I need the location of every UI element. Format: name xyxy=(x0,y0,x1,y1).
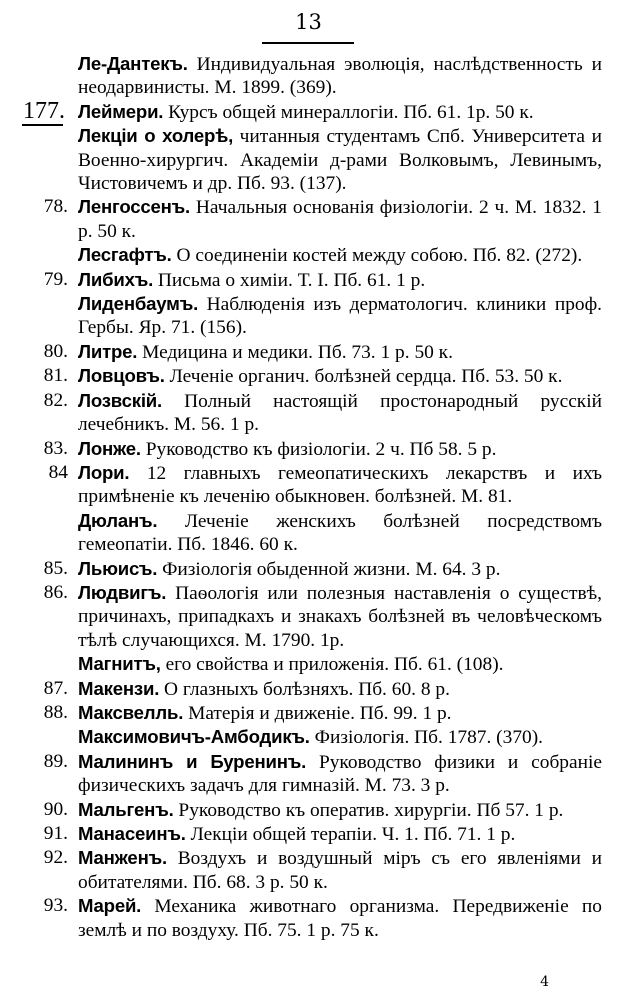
entry-number: 81. xyxy=(43,365,68,387)
entry-text: Физіологія. Пб. 1787. (370). xyxy=(314,727,544,749)
entry-author: Ловцовъ. xyxy=(78,365,165,387)
entry-author: Людвигъ. xyxy=(78,581,167,603)
entry-author: Магнитъ, xyxy=(78,653,161,675)
entry-number: 82. xyxy=(43,389,68,411)
entry-number: 89. xyxy=(43,750,68,772)
entry-author: Лесгафтъ. xyxy=(78,244,172,266)
entry xyxy=(22,268,602,292)
entry-author: Лори. xyxy=(78,461,130,483)
entry-number: 86. xyxy=(43,581,68,603)
entry xyxy=(22,195,602,243)
entry-text: Индивидуальная эволюція, наслѣдственность и неодарвинисты. М. 1899. (369). xyxy=(78,54,602,99)
entry-number: 85. xyxy=(43,557,68,579)
entry-author: Максимовичъ-Амбодикъ. xyxy=(78,726,310,748)
entry-number: 90. xyxy=(43,798,68,820)
entry-number: 93. xyxy=(43,895,68,917)
entry-author: Лекціи о холерѣ, xyxy=(78,125,234,147)
entry xyxy=(22,798,602,822)
entry xyxy=(22,677,602,701)
entry-text: Паѳологія или полезныя наставленія о существѣ, причинахъ, припадкахъ и знакахъ болѣзней въ человѣческомъ тѣлѣ случающихся. М. 1790. 1р. xyxy=(78,582,602,651)
entry xyxy=(22,822,602,846)
entry-text: Механика животнаго организма. Передвиженіе по землѣ и по воздуху. Пб. 75. 1 р. 75 к. xyxy=(78,896,602,941)
header-rule xyxy=(262,42,354,44)
entry-text: Курсъ общей минераллогіи. Пб. 61. 1р. 50 к. xyxy=(168,101,534,123)
entry xyxy=(22,557,602,581)
entry-number: 83. xyxy=(43,437,68,459)
entry-text: Полный настоящій простонародный русскій лечебникъ. М. 56. 1 р. xyxy=(78,390,602,436)
entry-number: 84 xyxy=(48,461,68,483)
page-number: 13 xyxy=(295,10,322,34)
entry xyxy=(22,509,602,557)
entry-author: Дюланъ. xyxy=(78,509,158,531)
signature-mark: 4 xyxy=(540,974,549,990)
entry-number: 88. xyxy=(43,701,68,723)
entry-text: его свойства и приложенія. Пб. 61. (108). xyxy=(165,654,504,676)
entry-author: Литре. xyxy=(78,340,138,362)
entry-text: Руководство къ физіологіи. 2 ч. Пб 58. 5 р. xyxy=(145,438,497,460)
entry-number: 91. xyxy=(43,823,68,844)
entry-author: Лиденбаумъ. xyxy=(78,293,199,315)
entry-text: Леченіе органич. болѣзней сердца. Пб. 53. 50 к. xyxy=(169,366,563,388)
entry-author: Макензи. xyxy=(78,677,160,699)
entry-author: Манасеинъ. xyxy=(78,823,186,844)
entry-text: Письма о химіи. Т. I. Пб. 61. 1 р. xyxy=(157,269,426,291)
entry-text: О соединеніи костей между собою. Пб. 82. (272). xyxy=(176,245,583,267)
entry xyxy=(22,340,602,364)
entry-number: 177. xyxy=(19,100,65,123)
entry-author: Марей. xyxy=(78,895,142,917)
entry-author: Лозвскій. xyxy=(78,389,162,411)
entry-number: 79. xyxy=(43,268,68,290)
entry-text: Руководство къ оператив. хирургіи. Пб 57. 1 р. xyxy=(178,799,564,821)
entry-author: Малининъ и Буренинъ. xyxy=(78,750,307,772)
entry-text: Воздухъ и воздушный міръ съ его явленіями и обитателями. Пб. 68. 3 р. 50 к. xyxy=(78,848,602,893)
entry xyxy=(22,52,602,100)
entry-author: Ле-Дантекъ. xyxy=(78,53,188,74)
entry-author: Ленгоссенъ. xyxy=(78,196,191,218)
entry-author: Мальгенъ. xyxy=(78,798,174,820)
entry-number: 92. xyxy=(43,847,68,869)
entry-number: 78. xyxy=(43,196,68,218)
entry xyxy=(22,894,602,942)
entry xyxy=(22,750,602,798)
entry-text: Лекціи общей терапіи. Ч. 1. Пб. 71. 1 р. xyxy=(190,824,516,845)
entry-number: 87. xyxy=(43,677,68,699)
entry-author: Льюисъ. xyxy=(78,557,158,579)
entry xyxy=(22,846,602,894)
entry-list xyxy=(22,52,602,942)
entry xyxy=(22,581,602,652)
entry xyxy=(22,389,602,437)
entry xyxy=(22,97,602,124)
entry xyxy=(22,725,602,749)
entry xyxy=(22,364,602,388)
entry-text: О глазныхъ болѣзняхъ. Пб. 60. 8 р. xyxy=(164,678,450,700)
entry xyxy=(22,124,602,195)
entry-text: 12 главныхъ гемеопатическихъ лекарствъ и ихъ примѣненіе къ леченію обыкновен. болѣзней. М. 81. xyxy=(78,462,602,508)
entry-author: Максвелль. xyxy=(78,701,184,723)
entry-text: Матерія и движеніе. Пб. 99. 1 р. xyxy=(188,702,452,724)
entry-author: Леймери. xyxy=(78,100,164,122)
entry-text: Начальныя основанія физіологіи. 2 ч. М. 1832. 1 р. 50 к. xyxy=(78,197,602,242)
entry-author: Либихъ. xyxy=(78,268,154,290)
entry xyxy=(22,701,602,725)
entry-text: Леченіе женскихъ болѣзней посредствомъ гемеопатіи. Пб. 1846. 60 к. xyxy=(78,510,602,556)
entry-text: Наблюденія изъ дерматологич. клиники проф. Гербы. Яр. 71. (156). xyxy=(78,294,602,339)
entry xyxy=(22,461,602,509)
entry-text: читанныя студентамъ Спб. Университета и Военно-хирургич. Академіи д-рами Волковымъ, Левинымъ, Чистовичемъ и др. Пб. 93. (137). xyxy=(78,126,602,195)
entry-author: Лонже. xyxy=(78,437,141,459)
entry-text: Медицина и медики. Пб. 73. 1 р. 50 к. xyxy=(142,341,453,363)
entry-text: Физіологія обыденной жизни. М. 64. 3 р. xyxy=(162,558,501,580)
entry-text: Руководство физики и собраніе физическихъ задачъ для гимназій. М. 73. 3 р. xyxy=(78,751,602,797)
entry xyxy=(22,437,602,461)
entry-number: 80. xyxy=(43,340,68,362)
entry xyxy=(22,243,602,267)
entry xyxy=(22,652,602,676)
entry xyxy=(22,292,602,340)
entry-author: Манженъ. xyxy=(78,847,167,869)
